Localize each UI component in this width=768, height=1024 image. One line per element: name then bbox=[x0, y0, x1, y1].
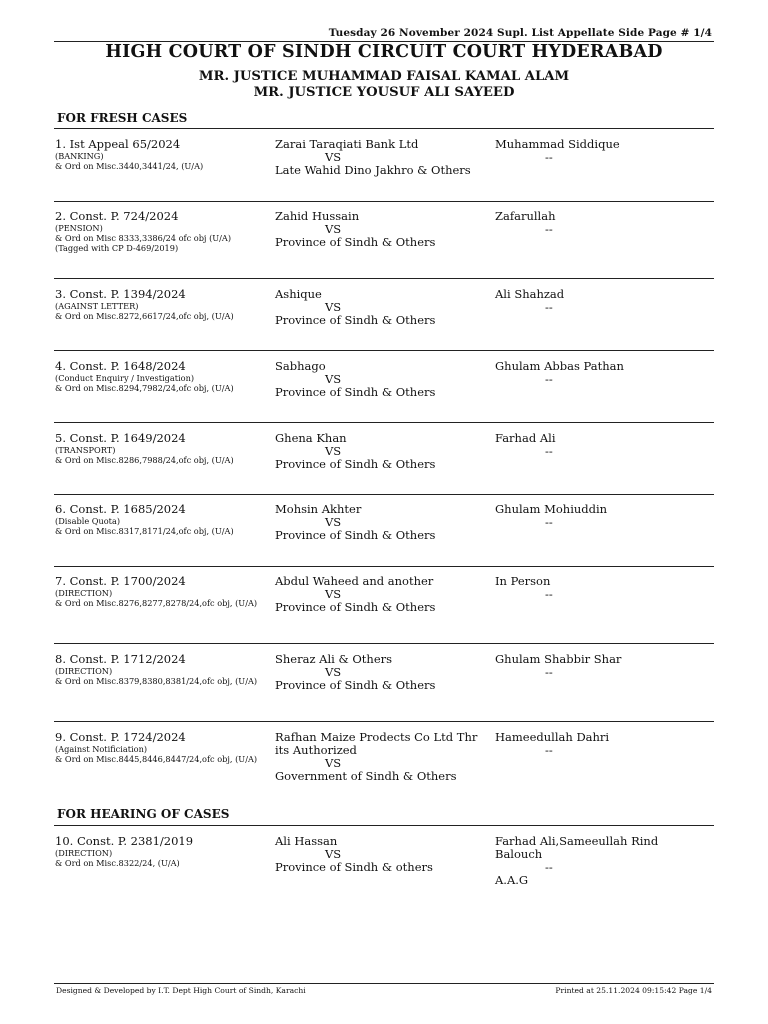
case-separator bbox=[54, 350, 714, 351]
judge-name-2: MR. JUSTICE YOUSUF ALI SAYEED bbox=[253, 85, 515, 100]
respondent-name: Province of Sindh & Others bbox=[275, 528, 436, 542]
case-misc-application: & Ord on Misc.8317,8171/24,ofc obj, (U/A) bbox=[55, 526, 234, 536]
case-misc-application: & Ord on Misc.8322/24, (U/A) bbox=[55, 858, 180, 868]
case-misc-application: & Ord on Misc 8333,3386/24 ofc obj (U/A) bbox=[55, 233, 232, 243]
case-misc-application: & Ord on Misc.8286,7988/24,ofc obj, (U/A) bbox=[55, 455, 234, 465]
case-separator bbox=[54, 422, 714, 423]
counsel-placeholder: -- bbox=[545, 587, 553, 601]
versus-label: VS bbox=[325, 300, 342, 314]
petitioner-name: Ashique bbox=[275, 287, 322, 301]
footer-credit: Designed & Developed by I.T. Dept High Court of Sindh, Karachi bbox=[56, 986, 306, 995]
counsel-name: Ghulam Mohiuddin bbox=[495, 502, 608, 516]
counsel-name: Zafarullah bbox=[495, 209, 556, 223]
counsel-name: Muhammad Siddique bbox=[495, 137, 620, 151]
case-category: (TRANSPORT) bbox=[55, 445, 116, 455]
counsel-name: Farhad Ali bbox=[495, 431, 556, 445]
respondent-name: Government of Sindh & Others bbox=[275, 769, 457, 783]
judge-name-1: MR. JUSTICE MUHAMMAD FAISAL KAMAL ALAM bbox=[198, 69, 570, 84]
case-category: (BANKING) bbox=[55, 151, 104, 161]
case-number: 5. Const. P. 1649/2024 bbox=[55, 431, 186, 445]
section-rule bbox=[54, 825, 714, 826]
versus-label: VS bbox=[325, 847, 342, 861]
case-category: (Conduct Enquiry / Investigation) bbox=[55, 373, 195, 383]
case-separator bbox=[54, 643, 714, 644]
versus-label: VS bbox=[325, 372, 342, 386]
versus-label: VS bbox=[325, 756, 342, 770]
petitioner-name: Abdul Waheed and another bbox=[275, 574, 434, 588]
petitioner-name: Rafhan Maize Prodects Co Ltd Thr its Authorized bbox=[275, 730, 478, 757]
case-tag-note: (Tagged with CP D-469/2019) bbox=[55, 243, 179, 253]
case-misc-application: & Ord on Misc.8294,7982/24,ofc obj, (U/A) bbox=[55, 383, 234, 393]
counsel-name: Farhad Ali,Sameeullah Rind Balouch bbox=[495, 834, 659, 861]
section-heading-fresh-cases: FOR FRESH CASES bbox=[57, 111, 188, 125]
case-separator bbox=[54, 721, 714, 722]
respondent-name: Province of Sindh & Others bbox=[275, 235, 436, 249]
case-category: (Disable Quota) bbox=[55, 516, 121, 526]
counsel-placeholder: -- bbox=[545, 860, 553, 874]
section-rule bbox=[54, 128, 714, 129]
case-misc-application: & Ord on Misc.8445,8446,8447/24,ofc obj, (U/A) bbox=[55, 754, 258, 764]
case-number: 9. Const. P. 1724/2024 bbox=[55, 730, 186, 744]
versus-label: VS bbox=[325, 150, 342, 164]
case-category: (DIRECTION) bbox=[55, 588, 113, 598]
counsel-placeholder: -- bbox=[545, 444, 553, 458]
case-separator bbox=[54, 201, 714, 202]
counsel-aag: A.A.G bbox=[495, 873, 529, 887]
list-date-line: Tuesday 26 November 2024 Supl. List Appellate Side Page # 1/4 bbox=[328, 27, 712, 39]
case-misc-application: & Ord on Misc.3440,3441/24, (U/A) bbox=[55, 161, 204, 171]
counsel-name: Ghulam Shabbir Shar bbox=[495, 652, 622, 666]
counsel-placeholder: -- bbox=[545, 300, 553, 314]
case-category: (Against Notificiation) bbox=[55, 744, 148, 754]
versus-label: VS bbox=[325, 515, 342, 529]
petitioner-name: Zarai Taraqiati Bank Ltd bbox=[275, 137, 419, 151]
counsel-placeholder: -- bbox=[545, 222, 553, 236]
counsel-placeholder: -- bbox=[545, 372, 553, 386]
respondent-name: Province of Sindh & Others bbox=[275, 600, 436, 614]
petitioner-name: Sheraz Ali & Others bbox=[275, 652, 393, 666]
petitioner-name: Ali Hassan bbox=[275, 834, 338, 848]
case-misc-application: & Ord on Misc.8272,6617/24,ofc obj, (U/A) bbox=[55, 311, 234, 321]
respondent-name: Province of Sindh & Others bbox=[275, 313, 436, 327]
case-separator bbox=[54, 494, 714, 495]
counsel-placeholder: -- bbox=[545, 150, 553, 164]
case-category: (DIRECTION) bbox=[55, 848, 113, 858]
case-number: 3. Const. P. 1394/2024 bbox=[55, 287, 186, 301]
footer-rule bbox=[54, 983, 714, 984]
case-number: 7. Const. P. 1700/2024 bbox=[55, 574, 186, 588]
case-number: 6. Const. P. 1685/2024 bbox=[55, 502, 186, 516]
case-number: 10. Const. P. 2381/2019 bbox=[55, 834, 194, 848]
counsel-placeholder: -- bbox=[545, 743, 553, 757]
court-title: HIGH COURT OF SINDH CIRCUIT COURT HYDERABAD bbox=[105, 42, 663, 62]
counsel-placeholder: -- bbox=[545, 515, 553, 529]
case-separator bbox=[54, 278, 714, 279]
case-category: (PENSION) bbox=[55, 223, 103, 233]
counsel-placeholder: -- bbox=[545, 665, 553, 679]
respondent-name: Province of Sindh & Others bbox=[275, 678, 436, 692]
petitioner-name: Sabhago bbox=[275, 359, 326, 373]
case-number: 8. Const. P. 1712/2024 bbox=[55, 652, 186, 666]
case-category: (AGAINST LETTER) bbox=[55, 301, 139, 311]
versus-label: VS bbox=[325, 222, 342, 236]
counsel-name: Ali Shahzad bbox=[495, 287, 565, 301]
counsel-name: Ghulam Abbas Pathan bbox=[495, 359, 624, 373]
petitioner-name: Ghena Khan bbox=[275, 431, 347, 445]
respondent-name: Late Wahid Dino Jakhro & Others bbox=[275, 163, 471, 177]
versus-label: VS bbox=[325, 587, 342, 601]
respondent-name: Province of Sindh & others bbox=[275, 860, 433, 874]
respondent-name: Province of Sindh & Others bbox=[275, 457, 436, 471]
case-category: (DIRECTION) bbox=[55, 666, 113, 676]
case-misc-application: & Ord on Misc.8276,8277,8278/24,ofc obj, (U/A) bbox=[55, 598, 258, 608]
case-number: 4. Const. P. 1648/2024 bbox=[55, 359, 186, 373]
case-number: 2. Const. P. 724/2024 bbox=[55, 209, 179, 223]
section-heading-hearing-cases: FOR HEARING OF CASES bbox=[57, 807, 230, 821]
case-separator bbox=[54, 566, 714, 567]
respondent-name: Province of Sindh & Others bbox=[275, 385, 436, 399]
petitioner-name: Zahid Hussain bbox=[275, 209, 360, 223]
counsel-name: In Person bbox=[495, 574, 551, 588]
counsel-name: Hameedullah Dahri bbox=[495, 730, 610, 744]
versus-label: VS bbox=[325, 444, 342, 458]
versus-label: VS bbox=[325, 665, 342, 679]
case-number: 1. Ist Appeal 65/2024 bbox=[55, 137, 181, 151]
petitioner-name: Mohsin Akhter bbox=[275, 502, 362, 516]
footer-print-info: Printed at 25.11.2024 09:15:42 Page 1/4 bbox=[555, 986, 712, 995]
case-misc-application: & Ord on Misc.8379,8380,8381/24,ofc obj, (U/A) bbox=[55, 676, 258, 686]
